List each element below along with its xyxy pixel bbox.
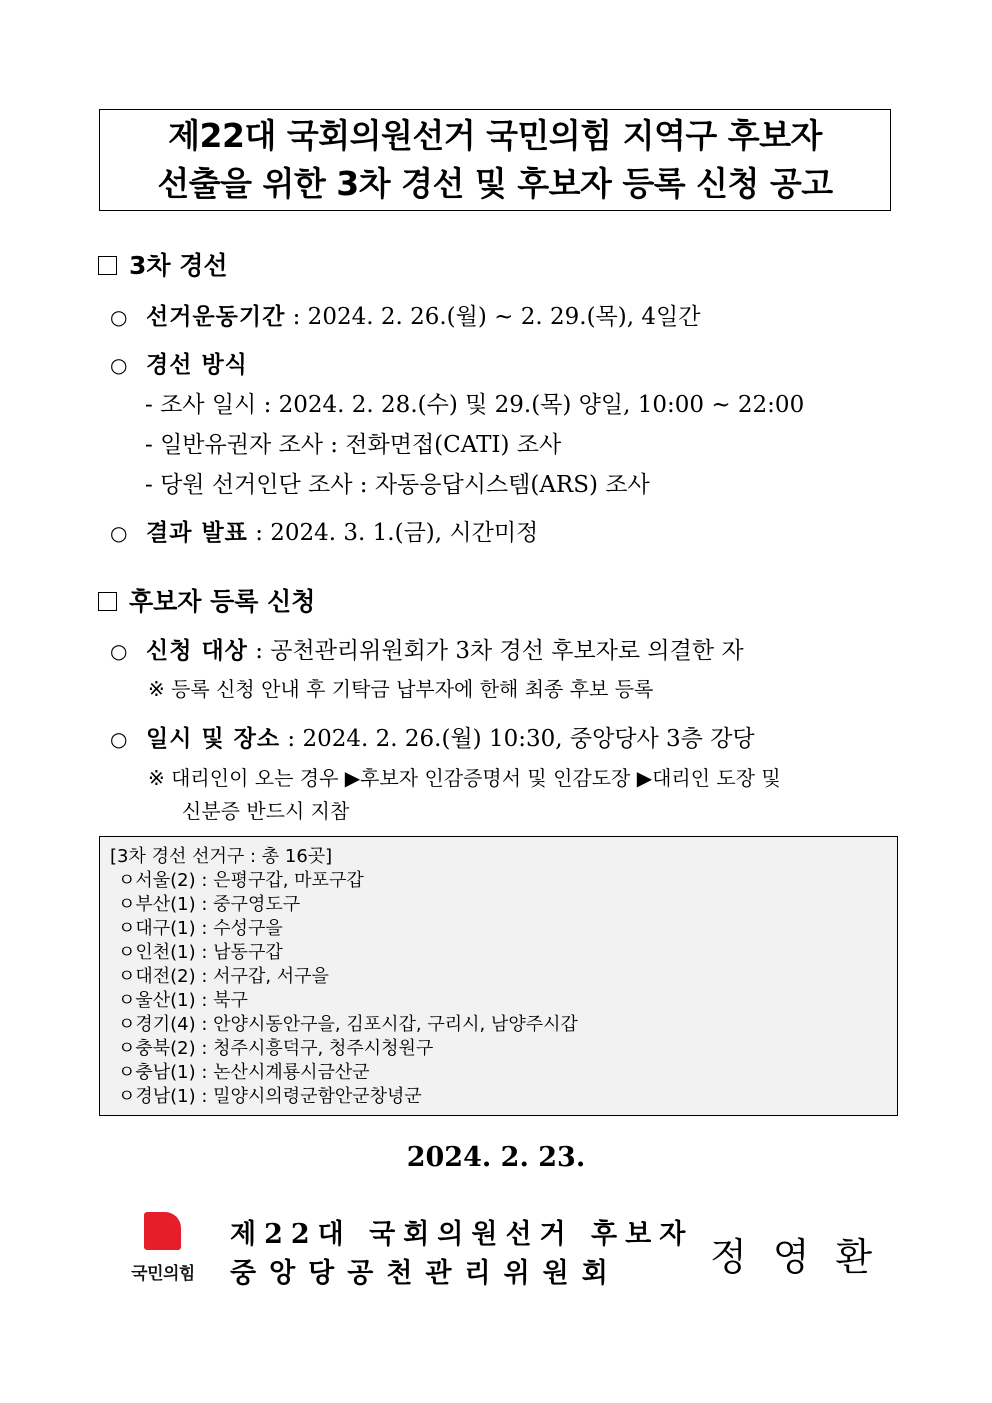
district-list-header: [3차 경선 선거구 : 총 16곳]	[110, 846, 333, 867]
checkbox-square-icon	[98, 256, 117, 275]
signature-line-1: 제22대 국회의원선거 후보자	[230, 1219, 694, 1250]
checkbox-square-icon	[98, 592, 117, 611]
list-item: ㅇ부산(1) : 중구영도구	[118, 894, 301, 915]
method-sub-survey-date: - 조사 일시 : 2024. 2. 28.(수) 및 29.(목) 양일, 10:00 ~ 22:00	[145, 392, 805, 418]
section-heading-registration	[98, 582, 315, 618]
item-key: 일시 및 장소	[146, 726, 281, 752]
list-item: ㅇ인천(1) : 남동구갑	[118, 942, 283, 963]
section-heading-label: 후보자 등록 신청	[129, 587, 316, 616]
item-date-place	[110, 720, 755, 753]
method-sub-party-members: - 당원 선거인단 조사 : 자동응답시스템(ARS) 조사	[145, 472, 650, 498]
party-logo-text: 국민의힘	[131, 1264, 195, 1284]
party-logo-mark-icon	[144, 1212, 181, 1250]
circle-bullet-icon: ○	[110, 305, 128, 329]
list-item: ㅇ대구(1) : 수성구을	[118, 918, 283, 939]
section-heading-primary	[98, 246, 228, 282]
item-key: 결과 발표	[146, 520, 248, 546]
list-item: ㅇ경기(4) : 안양시동안구을, 김포시갑, 구리시, 남양주시갑	[118, 1014, 578, 1035]
announcement-date: 2024. 2. 23.	[406, 1142, 586, 1173]
item-method	[110, 346, 248, 379]
signature-line-2: 중앙당공천관리위원회	[230, 1258, 621, 1289]
note-deposit: ※ 등록 신청 안내 후 기탁금 납부자에 한해 최종 후보 등록	[148, 677, 654, 701]
circle-bullet-icon: ○	[110, 727, 128, 751]
item-eligibility	[110, 632, 744, 665]
list-item: ㅇ경남(1) : 밀양시의령군함안군창녕군	[118, 1086, 422, 1107]
title-line-2: 선출을 위한 3차 경선 및 후보자 등록 신청 공고	[157, 164, 833, 203]
circle-bullet-icon: ○	[110, 521, 128, 545]
item-value: : 2024. 3. 1.(금), 시간미정	[247, 520, 539, 546]
note-proxy: ※ 대리인이 오는 경우 ▶후보자 인감증명서 및 인감도장 ▶대리인 도장 및	[148, 766, 781, 790]
title-line-1: 제22대 국회의원선거 국민의힘 지역구 후보자	[168, 116, 822, 155]
item-key: 선거운동기간	[146, 304, 286, 330]
item-value: : 2024. 2. 26.(월) ~ 2. 29.(목), 4일간	[285, 304, 701, 330]
item-campaign-period	[110, 298, 700, 331]
section-heading-label: 3차 경선	[129, 251, 228, 280]
item-key: 신청 대상	[146, 638, 248, 664]
item-value: : 2024. 2. 26.(월) 10:30, 중앙당사 3층 강당	[280, 726, 755, 752]
circle-bullet-icon: ○	[110, 639, 128, 663]
list-item: ㅇ충남(1) : 논산시계룡시금산군	[118, 1062, 370, 1083]
item-value: : 공천관리위원회가 3차 경선 후보자로 의결한 자	[247, 638, 744, 664]
title-box	[99, 109, 891, 211]
list-item: ㅇ대전(2) : 서구갑, 서구을	[118, 966, 329, 987]
method-sub-general-voters: - 일반유권자 조사 : 전화면접(CATI) 조사	[145, 432, 562, 458]
district-list-box	[99, 836, 898, 1116]
item-key: 경선 방식	[146, 352, 248, 378]
note-proxy-continued: 신분증 반드시 지참	[182, 799, 350, 823]
circle-bullet-icon: ○	[110, 353, 128, 377]
signer-name: 정영환	[710, 1235, 899, 1279]
list-item: ㅇ울산(1) : 북구	[118, 990, 248, 1011]
list-item: ㅇ서울(2) : 은평구갑, 마포구갑	[118, 870, 364, 891]
list-item: ㅇ충북(2) : 청주시흥덕구, 청주시청원구	[118, 1038, 434, 1059]
party-logo	[118, 1212, 208, 1287]
item-result-announcement	[110, 514, 538, 547]
